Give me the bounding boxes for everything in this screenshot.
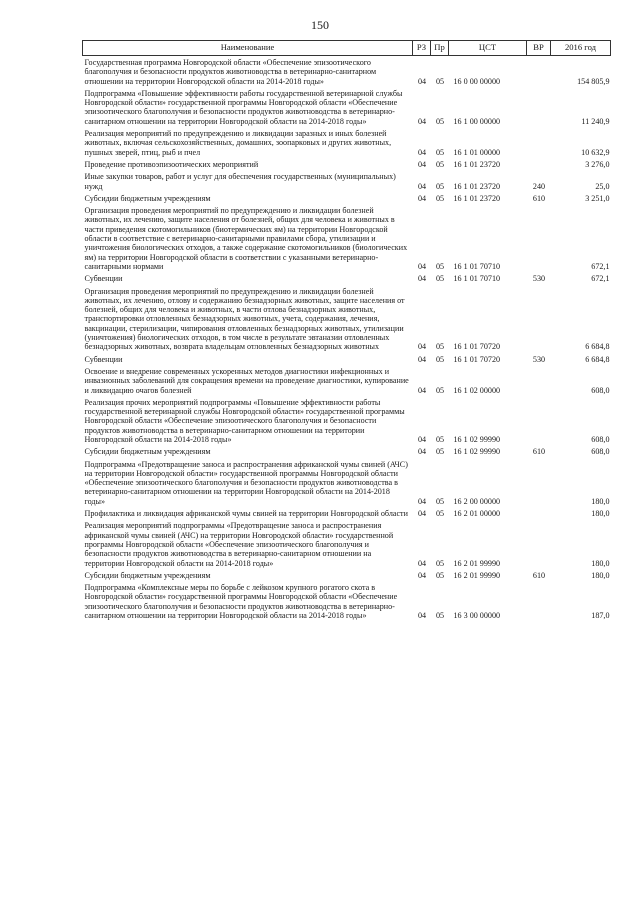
- table-row: [83, 507, 611, 519]
- row-cst: 16 3 00 00000: [453, 611, 501, 621]
- row-rz: 04: [417, 558, 427, 568]
- row-name: Подпрограмма «Предотвращение заноса и распространения африканской чумы свиней (АЧС) на территории Новгородской области» государственной программы Новгородской области «Обеспечение эпизоотического благополучия и безопасности продуктов животноводства в ветеринарно-санитарном отношении на территории Новгородской области на 2014-2018 годы»: [84, 459, 408, 506]
- budget-table: [82, 40, 611, 621]
- row-name: Субвенции: [84, 274, 123, 284]
- row-name: Освоение и внедрение современных ускоренных методов диагностики инфекционных и инвазионных заболеваний для сокращения времени на проведение диагностики, купирование и ликвидацию очагов болезней: [84, 366, 409, 395]
- row-rz: 04: [417, 447, 427, 457]
- table-row: [83, 581, 611, 621]
- row-vr: 240: [532, 181, 546, 191]
- row-value: 180,0: [591, 509, 610, 519]
- row-name: Реализация мероприятий по предупреждению и ликвидации заразных и иных болезней животных, включая сельскохозяйственных, домашних, зоопарковых и других животных, пушных зверей, птиц, рыб и пчел: [84, 129, 392, 157]
- row-cst: 16 2 01 99990: [453, 570, 501, 580]
- row-name: Профилактика и ликвидация африканской чумы свиней на территории Новгородской области: [84, 509, 408, 519]
- row-vr: 610: [532, 447, 546, 457]
- row-vr: [527, 127, 551, 158]
- row-cst: 16 1 01 70720: [453, 342, 501, 352]
- row-pr: 05: [435, 434, 445, 444]
- row-name: Подпрограмма «Повышение эффективности работы государственной ветеринарной службы Новгородской области» государственной программы Новгородской области «Обеспечение эпизоотического благополучия и безопасности продуктов животноводства в ветеринарно-санитарном отношении на территории Новгородской области на 2014-2018 годы»: [84, 88, 403, 126]
- table-row: [83, 272, 611, 284]
- row-rz: 04: [417, 181, 427, 191]
- header-row: [83, 41, 611, 56]
- table-header: [83, 41, 611, 56]
- row-name: Субсидии бюджетным учреждениям: [84, 570, 211, 580]
- table-row: [83, 192, 611, 204]
- row-rz: 04: [417, 496, 427, 506]
- row-pr: 05: [435, 496, 445, 506]
- row-value: 608,0: [591, 447, 610, 457]
- row-pr: 05: [435, 159, 445, 169]
- row-cst: 16 1 00 00000: [453, 116, 501, 126]
- row-vr: [527, 158, 551, 170]
- row-pr: 05: [435, 193, 445, 203]
- row-value: 608,0: [591, 385, 610, 395]
- row-cst: 16 1 02 99990: [453, 447, 501, 457]
- row-rz: 04: [417, 342, 427, 352]
- row-vr: 610: [532, 193, 546, 203]
- row-cst: 16 1 01 70710: [453, 274, 501, 284]
- row-pr: 05: [435, 76, 445, 86]
- row-value: 672,1: [591, 261, 610, 271]
- row-name: Реализация прочих мероприятий подпрограммы «Повышение эффективности работы государственной ветеринарной службы Новгородской области» государственной программы Новгородской области «Обеспечение эпизоотического благополучия и безопасности продуктов животноводства в ветеринарно-санитарном отношении на территории Новгородской области на 2014-2018 годы»: [84, 397, 405, 444]
- row-rz: 04: [417, 274, 427, 284]
- row-name: Субсидии бюджетным учреждениям: [84, 447, 211, 457]
- row-value: 187,0: [591, 611, 610, 621]
- row-name: Организация проведения мероприятий по предупреждению и ликвидации болезней животных, их лечению, отлову и содержанию безнадзорных животных, защите населения от болезней, общих для человека и животных, в части отлова безнадзорных животных, транспортировки отловленных безнадзорных животных, учета, содержания, лечения, вакцинации, стерилизации, чипирования отловленных безнадзорных животных, утилизации (уничтожения) биологических отходов, в том числе в результате эвтаназии отловленных безнадзорных животных, возврата владельцам отловленных безнадзорных животных: [84, 286, 405, 352]
- row-value: 180,0: [591, 558, 610, 568]
- row-vr: [527, 365, 551, 396]
- row-pr: 05: [435, 181, 445, 191]
- row-name: Иные закупки товаров, работ и услуг для обеспечения государственных (муниципальных) нужд: [84, 172, 396, 191]
- row-name: Проведение противоэпизоотических мероприятий: [84, 159, 259, 169]
- row-value: 180,0: [591, 496, 610, 506]
- header-rz: РЗ: [413, 41, 431, 56]
- row-pr: 05: [435, 611, 445, 621]
- row-rz: 04: [417, 147, 427, 157]
- row-vr: [527, 507, 551, 519]
- row-vr: [527, 87, 551, 127]
- row-value: 154 805,9: [577, 76, 610, 86]
- row-vr: 530: [532, 274, 546, 284]
- table-row: [83, 458, 611, 507]
- table-row: [83, 158, 611, 170]
- row-cst: 16 1 01 23720: [453, 159, 501, 169]
- table-row: [83, 204, 611, 272]
- row-vr: 610: [532, 570, 546, 580]
- row-value: 6 684,8: [585, 354, 610, 364]
- row-cst: 16 2 00 00000: [453, 496, 501, 506]
- row-rz: 04: [417, 611, 427, 621]
- table-row: [83, 56, 611, 87]
- table-body: [83, 56, 611, 622]
- row-name: Организация проведения мероприятий по предупреждению и ликвидации болезней животных, их лечению, защите населения от болезней, общих для человека и животных в части приведения скотомогильников (биотермических ям) на территории Новгородской области в соответствие с ветеринарно-санитарными правилами сбора, утилизации и уничтожения биологических отходов, а также содержание скотомогильников (биологических ям) на территории Новгородской области в соответствии с указанными ветеринарно-санитарными нормами: [84, 206, 408, 271]
- header-vr: ВР: [527, 41, 551, 56]
- row-cst: 16 1 01 23720: [453, 193, 501, 203]
- row-cst: 16 1 01 23720: [453, 181, 501, 191]
- row-name: Подпрограмма «Комплексные меры по борьбе с лейкозом крупного рогатого скота в Новгородской области» государственной программы Новгородской области «Обеспечение эпизоотического благополучия и безопасности продуктов животноводства в ветеринарно-санитарном отношении на территории Новгородской области на 2014-2018 годы»: [84, 583, 398, 621]
- table-row: [83, 396, 611, 445]
- row-pr: 05: [435, 570, 445, 580]
- row-cst: 16 1 01 00000: [453, 147, 501, 157]
- row-rz: 04: [417, 434, 427, 444]
- table-row: [83, 519, 611, 568]
- header-cst: ЦСТ: [449, 41, 527, 56]
- row-vr: [527, 56, 551, 87]
- row-rz: 04: [417, 570, 427, 580]
- row-rz: 04: [417, 261, 427, 271]
- row-vr: [527, 458, 551, 507]
- row-pr: 05: [435, 354, 445, 364]
- row-name: Реализация мероприятий подпрограммы «Предотвращение заноса и распространения африканской чумы свиней (АЧС) на территории Новгородской области» государственной программы Новгородской области «Обеспечение эпизоотического благополучия и безопасности продуктов животноводства в ветеринарно-санитарном отношении на территории Новгородской области на 2014-2018 годы»: [84, 521, 394, 568]
- row-cst: 16 1 02 99990: [453, 434, 501, 444]
- row-pr: 05: [435, 147, 445, 157]
- row-rz: 04: [417, 193, 427, 203]
- table-row: [83, 365, 611, 396]
- header-year: 2016 год: [551, 41, 611, 56]
- row-value: 10 632,9: [581, 147, 610, 157]
- row-cst: 16 0 00 00000: [453, 76, 501, 86]
- row-value: 25,0: [595, 181, 610, 191]
- row-value: 608,0: [591, 434, 610, 444]
- row-value: 672,1: [591, 274, 610, 284]
- table-row: [83, 285, 611, 353]
- header-name: Наименование: [83, 41, 413, 56]
- row-value: 180,0: [591, 570, 610, 580]
- row-name: Субсидии бюджетным учреждениям: [84, 193, 211, 203]
- row-rz: 04: [417, 509, 427, 519]
- row-vr: [527, 581, 551, 621]
- row-cst: 16 1 01 70710: [453, 261, 501, 271]
- row-rz: 04: [417, 354, 427, 364]
- row-name: Субвенции: [84, 354, 123, 364]
- row-vr: 530: [532, 354, 546, 364]
- table-row: [83, 353, 611, 365]
- row-name: Государственная программа Новгородской области «Обеспечение эпизоотического благополучия и безопасности продуктов животноводства в ветеринарно-санитарном отношении на территории Новгородской области на 2014-2018 годы»: [84, 58, 377, 86]
- page-number: 150: [311, 18, 329, 32]
- row-value: 11 240,9: [581, 116, 610, 126]
- row-pr: 05: [435, 558, 445, 568]
- row-value: 3 276,0: [585, 159, 610, 169]
- row-cst: 16 1 01 70720: [453, 354, 501, 364]
- table-row: [83, 170, 611, 192]
- row-pr: 05: [435, 509, 445, 519]
- row-cst: 16 2 01 00000: [453, 509, 501, 519]
- row-rz: 04: [417, 76, 427, 86]
- row-vr: [527, 285, 551, 353]
- row-vr: [527, 519, 551, 568]
- row-value: 6 684,8: [585, 342, 610, 352]
- row-vr: [527, 396, 551, 445]
- row-cst: 16 2 01 99990: [453, 558, 501, 568]
- row-pr: 05: [435, 261, 445, 271]
- row-rz: 04: [417, 385, 427, 395]
- row-pr: 05: [435, 274, 445, 284]
- row-pr: 05: [435, 447, 445, 457]
- row-rz: 04: [417, 159, 427, 169]
- table-row: [83, 127, 611, 158]
- row-pr: 05: [435, 385, 445, 395]
- table-row: [83, 87, 611, 127]
- row-rz: 04: [417, 116, 427, 126]
- row-pr: 05: [435, 116, 445, 126]
- row-value: 3 251,0: [585, 193, 610, 203]
- row-cst: 16 1 02 00000: [453, 385, 501, 395]
- table-row: [83, 445, 611, 457]
- header-pr: Пр: [431, 41, 449, 56]
- table-row: [83, 569, 611, 581]
- row-vr: [527, 204, 551, 272]
- row-pr: 05: [435, 342, 445, 352]
